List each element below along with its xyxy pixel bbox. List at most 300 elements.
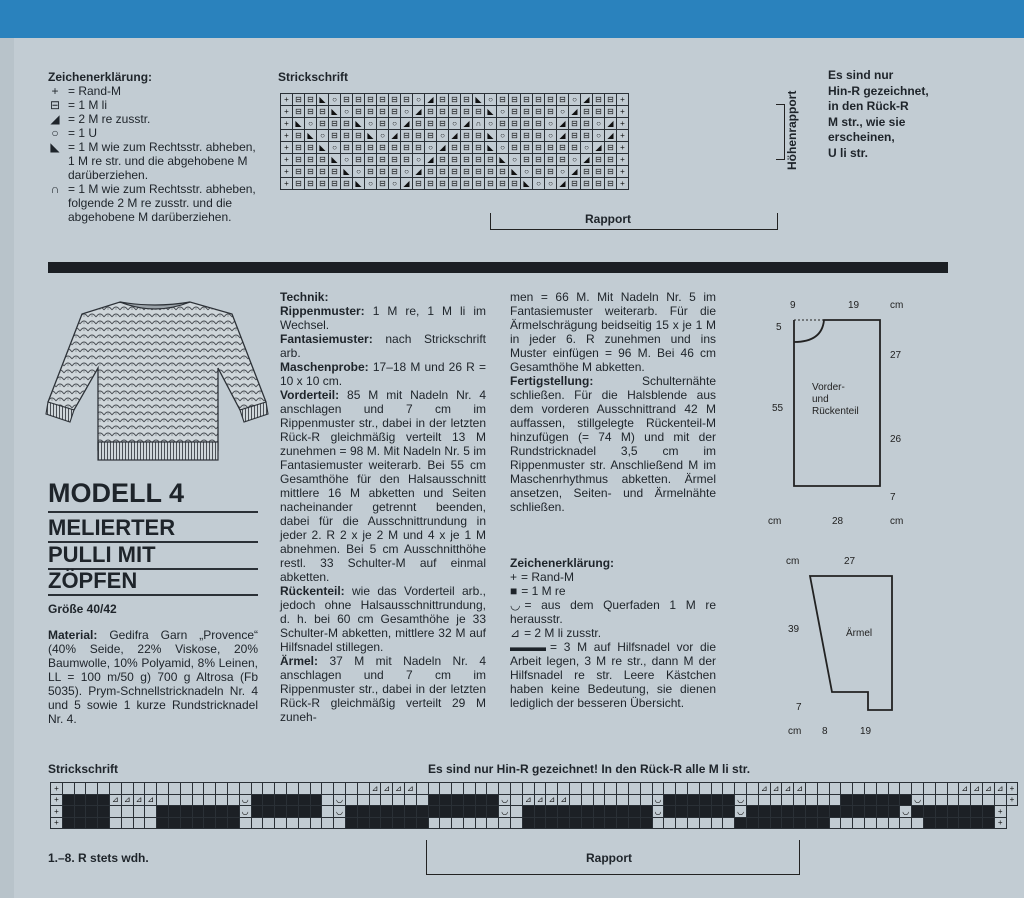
chart-cell: ○ bbox=[329, 142, 341, 154]
chart-cell bbox=[699, 817, 711, 829]
chart-cell: ◢ bbox=[425, 154, 437, 166]
chart-cell: ◣ bbox=[497, 154, 509, 166]
chart-cell bbox=[157, 817, 169, 829]
chart-cell: ⊟ bbox=[605, 154, 617, 166]
chart-cell bbox=[617, 783, 629, 795]
instruction-paragraph bbox=[280, 360, 486, 388]
chart-cell: ⊟ bbox=[509, 94, 521, 106]
height-rapport-label: Höhenrapport bbox=[785, 90, 799, 170]
chart-cell bbox=[711, 806, 723, 818]
chart-cell: ⊟ bbox=[545, 94, 557, 106]
chart-cell bbox=[381, 806, 393, 818]
instruction-text: 1 M re, 1 M li im Wechsel. bbox=[280, 304, 486, 332]
chart-cell bbox=[310, 806, 322, 818]
chart-cell: ◡ bbox=[912, 794, 924, 806]
chart-cell bbox=[676, 817, 688, 829]
chart-cell: ⊿ bbox=[534, 794, 546, 806]
chart-cell: ⊟ bbox=[461, 142, 473, 154]
chart-cell bbox=[511, 806, 523, 818]
chart-cell: ⊟ bbox=[593, 106, 605, 118]
chart-cell bbox=[971, 806, 983, 818]
chart-cell bbox=[239, 783, 251, 795]
legend-symbol-icon: ∩ bbox=[50, 182, 60, 196]
chart-cell bbox=[947, 783, 959, 795]
chart-cell: ◣ bbox=[353, 178, 365, 190]
chart-cell bbox=[652, 783, 664, 795]
sleeve-left-main: 39 bbox=[788, 624, 800, 635]
chart-cell bbox=[204, 817, 216, 829]
chart-cell bbox=[888, 817, 900, 829]
chart-cell bbox=[617, 806, 629, 818]
chart-cell bbox=[463, 806, 475, 818]
chart-cell: ⊟ bbox=[461, 178, 473, 190]
chart-cell bbox=[369, 817, 381, 829]
chart-cell bbox=[747, 794, 759, 806]
chart-cell: ○ bbox=[449, 118, 461, 130]
chart-cell: ⊟ bbox=[377, 142, 389, 154]
chart-cell: ⊿ bbox=[982, 783, 994, 795]
chart-cell: ⊟ bbox=[557, 154, 569, 166]
chart-cell: ⊟ bbox=[413, 142, 425, 154]
sleeve-bottom-3: 19 bbox=[860, 726, 872, 737]
instruction-text: 17–18 M und 26 R = 10 x 10 cm. bbox=[280, 360, 486, 388]
chart-cell: ○ bbox=[401, 106, 413, 118]
bottom-legend bbox=[510, 556, 716, 710]
chart-cell: ◣ bbox=[293, 118, 305, 130]
chart-cell bbox=[617, 817, 629, 829]
chart-cell bbox=[463, 783, 475, 795]
chart-cell: ⊟ bbox=[545, 154, 557, 166]
chart-cell bbox=[652, 817, 664, 829]
chart-cell: ⊟ bbox=[545, 106, 557, 118]
chart-cell: ⊟ bbox=[449, 178, 461, 190]
chart-cell: ⊟ bbox=[341, 118, 353, 130]
chart-cell bbox=[475, 817, 487, 829]
chart-cell: ⊟ bbox=[317, 166, 329, 178]
chart-cell bbox=[546, 817, 558, 829]
chart-cell bbox=[900, 817, 912, 829]
chart-cell bbox=[640, 783, 652, 795]
chart-cell bbox=[310, 783, 322, 795]
instruction-label: Ärmel: bbox=[280, 654, 319, 668]
instructions-column-2 bbox=[510, 290, 716, 514]
chart-cell bbox=[227, 783, 239, 795]
chart-cell: ⊟ bbox=[545, 166, 557, 178]
sleeve-bottom-1: cm bbox=[788, 726, 802, 737]
chart-cell bbox=[310, 817, 322, 829]
chart-cell: ⊟ bbox=[569, 178, 581, 190]
chart-cell bbox=[888, 806, 900, 818]
chart-cell bbox=[676, 806, 688, 818]
legend-symbol-icon: ⊟ bbox=[49, 98, 61, 112]
chart-cell bbox=[534, 783, 546, 795]
chart-cell: ◣ bbox=[317, 142, 329, 154]
chart-cell bbox=[251, 817, 263, 829]
chart-cell bbox=[546, 783, 558, 795]
chart-cell bbox=[699, 806, 711, 818]
chart-cell bbox=[853, 817, 865, 829]
chart-cell: ⊟ bbox=[413, 130, 425, 142]
chart-cell: ⊟ bbox=[401, 94, 413, 106]
chart-cell bbox=[345, 817, 357, 829]
top-note-line: U li str. bbox=[828, 145, 869, 160]
chart-cell: ○ bbox=[569, 154, 581, 166]
chart-cell bbox=[263, 806, 275, 818]
chart-cell bbox=[947, 794, 959, 806]
chart-cell bbox=[912, 817, 924, 829]
chart-cell bbox=[357, 794, 369, 806]
chart-cell: ⊟ bbox=[485, 166, 497, 178]
chart-cell bbox=[982, 817, 994, 829]
chart-cell: ⊟ bbox=[401, 154, 413, 166]
chart-cell bbox=[794, 806, 806, 818]
chart-cell bbox=[463, 794, 475, 806]
chart-cell bbox=[286, 783, 298, 795]
chart-row bbox=[51, 806, 1018, 818]
chart-cell bbox=[322, 783, 334, 795]
chart-cell: + bbox=[281, 118, 293, 130]
chart-cell bbox=[416, 817, 428, 829]
chart-cell bbox=[829, 806, 841, 818]
chart-cell: ⊟ bbox=[377, 154, 389, 166]
chart-cell bbox=[428, 783, 440, 795]
material-body: Gedifra Garn „Provence“ (40% Seide, 22% Viskose, 20% Baumwolle, 10% Polyamid, 8% Leinen, LL = 100 m/50 g) 700 g Altrosa (Fb 5035). Prym-Schnellstricknadeln Nr. 4 und 5 sowie 1 kurze Rundstricknadel Nr. 4. bbox=[48, 628, 258, 726]
chart-cell bbox=[275, 794, 287, 806]
chart-cell bbox=[864, 817, 876, 829]
chart-cell bbox=[275, 806, 287, 818]
chart-cell: ◣ bbox=[485, 130, 497, 142]
chart-cell: ○ bbox=[365, 118, 377, 130]
legend-text: = 1 M wie zum Rechtsstr. abheben, 1 M re str. und die abgehobene M darüberziehen. bbox=[68, 140, 256, 182]
body-left-top: 5 bbox=[776, 322, 782, 333]
chart-cell: ◣ bbox=[509, 166, 521, 178]
top-legend-title: Zeichenerklärung: bbox=[48, 70, 153, 84]
top-legend-item bbox=[48, 182, 260, 224]
chart-cell bbox=[522, 806, 534, 818]
chart-cell: ⊟ bbox=[365, 106, 377, 118]
chart-cell: ○ bbox=[437, 130, 449, 142]
chart-cell: ⊟ bbox=[425, 166, 437, 178]
chart-cell bbox=[357, 806, 369, 818]
chart-cell bbox=[109, 806, 121, 818]
legend-text: = Rand-M bbox=[68, 84, 122, 98]
chart-cell bbox=[900, 783, 912, 795]
chart-cell bbox=[841, 794, 853, 806]
chart-cell: ◢ bbox=[401, 178, 413, 190]
chart-cell: ⊿ bbox=[369, 783, 381, 795]
chart-cell: ⊿ bbox=[994, 783, 1006, 795]
chart-cell bbox=[157, 806, 169, 818]
instruction-text: 85 M mit Nadeln Nr. 4 anschlagen und 7 cm im Rippenmuster str., dabei in der letzten Rück-R gleichmäßig verteilt 13 M zunehmen = 98 M. Mit Nadeln Nr. 5 im Fantasiemuster weiterarb. Bei 55 cm Gesamthöhe für den Halsausschnitt mittlere 16 M abketten und Seiten nacheinander getrennt beenden, dabei für die Ausschnittrundung in jeder 2. R 2 x je 2 M und 4 x je 1 M abnehmen. Bei 5 cm Ausschnitthöhe restl. 33 Schulter-M auf einmal abketten. bbox=[280, 388, 486, 584]
chart-cell: ○ bbox=[485, 118, 497, 130]
chart-cell: ⊟ bbox=[293, 106, 305, 118]
instruction-paragraph bbox=[280, 290, 486, 304]
chart-cell: ◣ bbox=[365, 130, 377, 142]
chart-cell: ⊟ bbox=[473, 178, 485, 190]
chart-cell: ⊟ bbox=[593, 178, 605, 190]
chart-cell: ⊟ bbox=[497, 178, 509, 190]
chart-cell: ⊟ bbox=[425, 178, 437, 190]
chart-cell bbox=[806, 783, 818, 795]
chart-cell bbox=[357, 783, 369, 795]
chart-cell bbox=[699, 794, 711, 806]
chart-cell: ○ bbox=[485, 94, 497, 106]
chart-cell bbox=[888, 783, 900, 795]
chart-row bbox=[281, 130, 629, 142]
chart-cell bbox=[440, 817, 452, 829]
chart-cell: ⊟ bbox=[533, 166, 545, 178]
chart-cell: ◢ bbox=[605, 130, 617, 142]
chart-cell bbox=[239, 817, 251, 829]
instruction-label: Fantasiemuster: bbox=[280, 332, 373, 346]
chart-cell: ⊟ bbox=[533, 130, 545, 142]
chart-cell bbox=[758, 806, 770, 818]
chart-cell: ○ bbox=[497, 130, 509, 142]
instruction-paragraph bbox=[280, 388, 486, 584]
legend-symbol-icon: ◣ bbox=[50, 140, 60, 154]
chart-cell bbox=[605, 794, 617, 806]
chart-cell bbox=[758, 817, 770, 829]
instruction-text: nach Strickschrift arb. bbox=[280, 332, 486, 360]
top-note-line: Hin-R gezeichnet, bbox=[828, 83, 929, 98]
chart-cell: ⊟ bbox=[329, 178, 341, 190]
chart-cell: ⊿ bbox=[145, 794, 157, 806]
chart-cell bbox=[133, 806, 145, 818]
chart-cell bbox=[723, 794, 735, 806]
chart-cell: ◡ bbox=[735, 806, 747, 818]
chart-cell: ⊟ bbox=[509, 130, 521, 142]
chart-cell bbox=[758, 794, 770, 806]
chart-cell: + bbox=[617, 178, 629, 190]
top-rapport-label: Rapport bbox=[585, 212, 631, 226]
chart-cell: ⊟ bbox=[437, 178, 449, 190]
chart-cell bbox=[935, 783, 947, 795]
chart-cell: ⊟ bbox=[581, 106, 593, 118]
chart-cell bbox=[971, 817, 983, 829]
material-label: Material: bbox=[48, 628, 98, 642]
chart-cell bbox=[935, 794, 947, 806]
chart-cell bbox=[428, 817, 440, 829]
chart-cell: ○ bbox=[557, 166, 569, 178]
chart-cell: ◢ bbox=[581, 154, 593, 166]
chart-cell bbox=[570, 817, 582, 829]
chart-cell bbox=[841, 817, 853, 829]
instruction-label: Fertigstellung: bbox=[510, 374, 594, 388]
chart-cell: ○ bbox=[593, 130, 605, 142]
bottom-legend-item bbox=[510, 584, 716, 598]
chart-cell bbox=[676, 783, 688, 795]
instructions-column-1 bbox=[280, 290, 486, 724]
chart-cell bbox=[912, 783, 924, 795]
chart-cell: ◢ bbox=[425, 94, 437, 106]
chart-cell: ◢ bbox=[557, 130, 569, 142]
chart-cell bbox=[806, 817, 818, 829]
chart-cell bbox=[723, 783, 735, 795]
chart-cell bbox=[86, 817, 98, 829]
chart-cell bbox=[404, 794, 416, 806]
chart-cell: ⊟ bbox=[353, 106, 365, 118]
chart-cell: ○ bbox=[329, 94, 341, 106]
legend-text: = 3 M auf Hilfsnadel vor die Arbeit legen, 3 M re str., dann M der Hilfsnadel re str. Leere Kästchen haben keine Bedeutung, sie dienen lediglich der besseren Übersicht. bbox=[510, 640, 716, 710]
chart-cell: ⊿ bbox=[782, 783, 794, 795]
bottom-legend-item bbox=[510, 598, 716, 626]
chart-cell: ⊟ bbox=[485, 178, 497, 190]
body-schematic bbox=[760, 296, 920, 530]
chart-cell: ⊿ bbox=[109, 794, 121, 806]
chart-cell: ⊟ bbox=[365, 142, 377, 154]
chart-cell bbox=[86, 783, 98, 795]
chart-cell bbox=[168, 794, 180, 806]
chart-cell bbox=[747, 783, 759, 795]
chart-cell: ⊟ bbox=[593, 154, 605, 166]
chart-cell: ⊟ bbox=[317, 178, 329, 190]
chart-cell: ⊟ bbox=[389, 106, 401, 118]
chart-cell bbox=[735, 783, 747, 795]
instruction-label: Vorderteil: bbox=[280, 388, 340, 402]
top-legend-item bbox=[48, 140, 260, 182]
chart-cell: ⊟ bbox=[353, 94, 365, 106]
chart-cell bbox=[345, 783, 357, 795]
chart-cell: + bbox=[617, 166, 629, 178]
chart-cell: ⊟ bbox=[509, 118, 521, 130]
chart-cell: ◢ bbox=[413, 106, 425, 118]
chart-cell: ⊟ bbox=[305, 142, 317, 154]
chart-cell: ⊟ bbox=[533, 118, 545, 130]
chart-cell: ◢ bbox=[557, 118, 569, 130]
chart-cell bbox=[499, 817, 511, 829]
body-left-main: 55 bbox=[772, 403, 784, 414]
repeat-note: 1.–8. R stets wdh. bbox=[48, 851, 149, 865]
instruction-paragraph bbox=[280, 304, 486, 332]
chart-cell: ⊟ bbox=[293, 178, 305, 190]
instruction-paragraph bbox=[510, 374, 716, 514]
chart-cell: ⊟ bbox=[293, 94, 305, 106]
chart-cell: ○ bbox=[341, 154, 353, 166]
chart-cell: ◢ bbox=[461, 118, 473, 130]
section-divider-bar bbox=[48, 262, 948, 273]
chart-cell bbox=[864, 806, 876, 818]
chart-cell bbox=[605, 783, 617, 795]
chart-cell bbox=[310, 794, 322, 806]
chart-cell: + bbox=[281, 94, 293, 106]
chart-cell: ⊟ bbox=[365, 154, 377, 166]
chart-cell bbox=[275, 783, 287, 795]
sleeve-schematic bbox=[780, 552, 910, 740]
height-rapport-bracket bbox=[776, 104, 785, 160]
chart-cell: + bbox=[617, 106, 629, 118]
chart-cell bbox=[440, 806, 452, 818]
chart-cell bbox=[98, 817, 110, 829]
chart-cell: ○ bbox=[545, 130, 557, 142]
chart-cell: ◡ bbox=[900, 806, 912, 818]
chart-cell bbox=[452, 783, 464, 795]
chart-cell: ⊟ bbox=[521, 130, 533, 142]
chart-cell: ⊟ bbox=[449, 166, 461, 178]
chart-cell: ⊟ bbox=[305, 106, 317, 118]
chart-cell bbox=[487, 817, 499, 829]
bottom-chart-label: Strickschrift bbox=[48, 762, 119, 776]
chart-cell bbox=[121, 806, 133, 818]
chart-cell bbox=[86, 794, 98, 806]
chart-cell bbox=[98, 783, 110, 795]
chart-cell bbox=[286, 794, 298, 806]
chart-cell: ⊿ bbox=[133, 794, 145, 806]
chart-cell: ⊟ bbox=[605, 178, 617, 190]
chart-cell: ◢ bbox=[569, 106, 581, 118]
chart-cell: ⊿ bbox=[558, 794, 570, 806]
bottom-chart-note: Es sind nur Hin-R gezeichnet! In den Rück-R alle M li str. bbox=[428, 762, 751, 776]
sleeve-top-2: 27 bbox=[844, 556, 856, 567]
instruction-text: wie das Vorderteil arb., jedoch ohne Halsausschnittrundung, d. h. bei 60 cm Gesamthöhe je 33 Schulter-M abketten, mittlere 32 M auf Hilfsnadel stillegen. bbox=[280, 584, 486, 654]
chart-cell bbox=[570, 783, 582, 795]
chart-cell: ⊿ bbox=[770, 783, 782, 795]
chart-cell: ⊟ bbox=[605, 166, 617, 178]
chart-cell: ⊟ bbox=[317, 106, 329, 118]
chart-cell bbox=[959, 806, 971, 818]
chart-cell bbox=[86, 806, 98, 818]
chart-cell bbox=[74, 806, 86, 818]
chart-cell: ⊟ bbox=[473, 106, 485, 118]
chart-cell bbox=[699, 783, 711, 795]
chart-cell bbox=[487, 794, 499, 806]
chart-cell bbox=[204, 794, 216, 806]
chart-cell bbox=[440, 794, 452, 806]
chart-cell bbox=[452, 806, 464, 818]
legend-symbol-icon: ■ bbox=[510, 584, 518, 598]
top-legend-item bbox=[48, 112, 260, 126]
chart-cell bbox=[334, 817, 346, 829]
chart-cell bbox=[404, 817, 416, 829]
chart-cell bbox=[923, 817, 935, 829]
chart-cell bbox=[204, 806, 216, 818]
chart-cell bbox=[711, 817, 723, 829]
chart-cell: ○ bbox=[497, 142, 509, 154]
legend-text: = Rand-M bbox=[521, 570, 575, 584]
chart-cell: + bbox=[281, 166, 293, 178]
chart-cell: ⊟ bbox=[569, 130, 581, 142]
chart-cell bbox=[157, 783, 169, 795]
chart-cell: ⊟ bbox=[365, 94, 377, 106]
chart-cell bbox=[747, 817, 759, 829]
chart-cell bbox=[723, 817, 735, 829]
chart-cell: ⊟ bbox=[425, 118, 437, 130]
body-bottom-2: 28 bbox=[832, 516, 844, 527]
chart-cell bbox=[192, 817, 204, 829]
bottom-legend-item bbox=[510, 570, 716, 584]
body-right-bottom: 7 bbox=[890, 492, 896, 503]
chart-cell bbox=[180, 783, 192, 795]
chart-cell bbox=[98, 794, 110, 806]
chart-cell: ⊟ bbox=[605, 94, 617, 106]
chart-cell: ⊟ bbox=[533, 142, 545, 154]
chart-cell: ⊿ bbox=[522, 794, 534, 806]
chart-cell: ⊟ bbox=[605, 142, 617, 154]
chart-cell: ⊟ bbox=[329, 130, 341, 142]
chart-cell: ◣ bbox=[485, 142, 497, 154]
chart-cell: ⊟ bbox=[485, 154, 497, 166]
chart-cell: ⊟ bbox=[293, 130, 305, 142]
chart-cell bbox=[994, 794, 1006, 806]
chart-cell: ○ bbox=[521, 166, 533, 178]
body-label-3: Rückenteil bbox=[812, 406, 859, 417]
bottom-legend-title: Zeichenerklärung: bbox=[510, 556, 615, 570]
instruction-paragraph bbox=[280, 332, 486, 360]
chart-cell: ⊟ bbox=[461, 130, 473, 142]
chart-cell: ◣ bbox=[341, 166, 353, 178]
chart-cell bbox=[876, 783, 888, 795]
chart-row bbox=[281, 142, 629, 154]
chart-cell: ⊟ bbox=[449, 142, 461, 154]
